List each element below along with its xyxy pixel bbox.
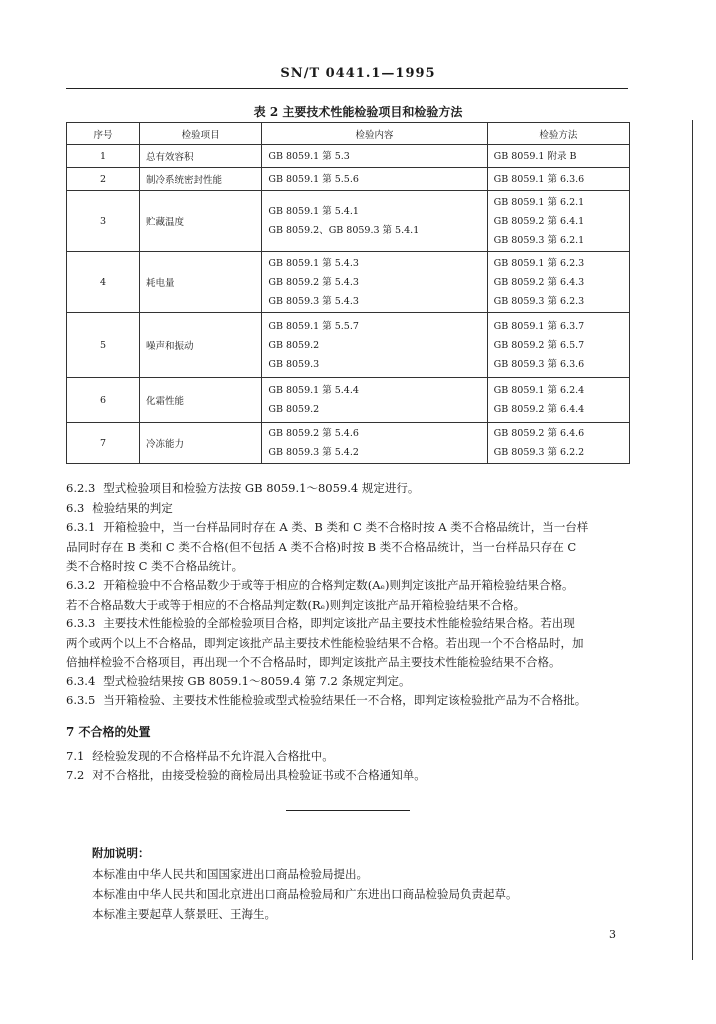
cell-line: GB 8059.1 第 5.5.6 (268, 173, 359, 185)
row-method (487, 191, 629, 252)
row-item: 总有效容积 (140, 145, 262, 168)
cell-line: GB 8059.3 第 6.2.3 (493, 295, 585, 307)
clause-number: 7.1 (66, 749, 85, 763)
clause-7-2 (66, 766, 631, 786)
col-header-item: 检验项目 (140, 123, 262, 145)
row-no: 4 (67, 252, 140, 313)
row-content (262, 145, 487, 168)
clause-line: 类不合格时按 C 类不合格品统计。 (66, 559, 244, 573)
clause-line: 倍抽样检验不合格项目，再出现一个不合格品时，即判定该批产品主要技术性能检验结果不合格。 (66, 655, 561, 669)
table-header-row (67, 123, 630, 145)
cell-line: GB 8059.1 第 6.3.7 (493, 320, 585, 332)
scan-edge-line (692, 120, 693, 960)
cell-line: GB 8059.2 第 6.4.3 (493, 276, 585, 288)
clause-6-3 (66, 499, 631, 519)
table-row (67, 313, 630, 378)
row-item: 耗电量 (140, 252, 262, 313)
cell-line: GB 8059.3 (268, 358, 320, 370)
row-no: 6 (67, 378, 140, 423)
clause-line: 两个或两个以上不合格品，即判定该批产品主要技术性能检验结果不合格。若出现一个不合格品时，加 (66, 635, 584, 650)
row-no: 5 (67, 313, 140, 378)
row-content (262, 191, 487, 252)
clause-line (66, 576, 631, 596)
row-method (487, 145, 629, 168)
note-line: 本标准由中华人民共和国北京进出口商品检验局和广东进出口商品检验局负责起草。 (92, 887, 518, 901)
cell-line: GB 8059.2 第 5.4.3 (268, 276, 359, 288)
clause-text: 主要技术性能检验的全部检验项目合格，即判定该批产品主要技术性能检验结果合格。若出现 (103, 616, 575, 630)
cell-line: GB 8059.1 第 6.3.6 (493, 173, 585, 185)
table-row (67, 252, 630, 313)
cell-line: GB 8059.1 第 6.2.4 (493, 385, 585, 396)
cell-line: GB 8059.1 附录 B (493, 150, 577, 162)
clause-text: 当开箱检验、主要技术性能检验或型式检验结果任一不合格，即判定该检验批产品为不合格批。 (103, 693, 587, 707)
cell-line: GB 8059.2 第 6.4.1 (493, 215, 585, 227)
col-header-method: 检验方法 (487, 123, 629, 145)
table-row (67, 191, 630, 252)
cell-line: GB 8059.1 第 5.5.7 (268, 320, 359, 332)
clause-6-2-3 (66, 479, 631, 499)
clause-text: 型式检验结果按 GB 8059.1～8059.4 第 7.2 条规定判定。 (103, 674, 411, 688)
header-rule (66, 88, 628, 89)
clause-number: 6.3 (66, 501, 85, 515)
row-no: 2 (67, 168, 140, 191)
cell-line: GB 8059.2 (268, 339, 320, 351)
cell-line: GB 8059.3 第 6.2.1 (493, 234, 585, 246)
table-row (67, 423, 630, 464)
cell-line: GB 8059.3 第 5.4.3 (268, 295, 359, 307)
inspection-items-table (66, 122, 630, 464)
clause-line (66, 614, 631, 634)
clause-line: 若不合格品数大于或等于相应的不合格品判定数(Rₑ)则判定该批产品开箱检验结果不合格。 (66, 597, 526, 612)
clause-number: 6.3.5 (66, 693, 96, 707)
clause-text: 开箱检验中，当一台样品同时存在 A 类、B 类和 C 类不合格时按 A 类不合格品统计，当一台样 (103, 520, 589, 534)
clause-number: 6.3.3 (66, 616, 96, 630)
row-method (487, 378, 629, 423)
clause-line (66, 518, 631, 538)
clause-text: 对不合格批，由接受检验的商检局出具检验证书或不合格通知单。 (92, 768, 426, 782)
row-item: 制冷系统密封性能 (140, 168, 262, 191)
clause-text: 开箱检验中不合格品数少于或等于相应的合格判定数(Aₑ)则判定该批产品开箱检验结果合格。 (103, 578, 574, 592)
cell-line: GB 8059.1 第 5.4.1 (268, 206, 359, 217)
cell-line: GB 8059.2 第 6.4.6 (493, 428, 585, 439)
standard-code-header: SN/T 0441.1—1995 (280, 66, 436, 81)
clause-6-3-5 (66, 691, 631, 711)
cell-line: GB 8059.3 第 5.4.2 (268, 447, 359, 458)
cell-line: GB 8059.2 (268, 404, 320, 415)
row-method (487, 423, 629, 464)
table-row (67, 378, 630, 423)
col-header-content: 检验内容 (262, 123, 487, 145)
cell-line: GB 8059.1 第 5.4.4 (268, 385, 359, 396)
clause-number: 6.3.2 (66, 578, 96, 592)
clause-text: 型式检验项目和检验方法按 GB 8059.1～8059.4 规定进行。 (103, 481, 420, 495)
row-item: 贮藏温度 (140, 191, 262, 252)
note-line: 本标准主要起草人蔡景旺、王海生。 (92, 907, 276, 921)
row-content (262, 423, 487, 464)
clause-text: 检验结果的判定 (92, 501, 173, 515)
row-content (262, 378, 487, 423)
row-content (262, 252, 487, 313)
clause-7-1 (66, 747, 631, 767)
cell-line: GB 8059.1 第 5.4.3 (268, 257, 359, 269)
notes-title: 附加说明： (92, 846, 150, 860)
row-item: 冷冻能力 (140, 423, 262, 464)
row-content (262, 168, 487, 191)
clause-6-3-2 (66, 576, 631, 615)
row-no: 3 (67, 191, 140, 252)
end-rule (286, 810, 410, 811)
cell-line: GB 8059.1 第 5.3 (268, 150, 350, 162)
table-row (67, 168, 630, 191)
clause-6-3-4 (66, 672, 631, 692)
row-content (262, 313, 487, 378)
clause-6-3-1 (66, 518, 631, 577)
clause-text: 经检验发现的不合格样品不允许混入合格批中。 (92, 749, 334, 763)
clause-number: 6.2.3 (66, 481, 96, 495)
cell-line: GB 8059.2、GB 8059.3 第 5.4.1 (268, 225, 420, 236)
cell-line: GB 8059.1 第 6.2.1 (493, 196, 585, 208)
clause-number: 6.3.1 (66, 520, 96, 534)
row-method (487, 168, 629, 191)
table-caption: 表 2 主要技术性能检验项目和检验方法 (253, 105, 463, 119)
clause-line: 品同时存在 B 类和 C 类不合格(但不包括 A 类不合格)时按 B 类不合格品统计，当一台样品只存在 C (66, 539, 577, 554)
cell-line: GB 8059.3 第 6.2.2 (493, 447, 585, 458)
cell-line: GB 8059.2 第 5.4.6 (268, 428, 359, 439)
row-no: 1 (67, 145, 140, 168)
cell-line: GB 8059.1 第 6.2.3 (493, 257, 585, 269)
clause-6-3-3 (66, 614, 631, 673)
cell-line: GB 8059.2 第 6.4.4 (493, 404, 585, 415)
page-number: 3 (609, 928, 616, 941)
row-no: 7 (67, 423, 140, 464)
clause-number: 7.2 (66, 768, 85, 782)
col-header-no: 序号 (67, 123, 140, 145)
section-7-heading: 7 不合格的处置 (66, 725, 151, 739)
table-row (67, 145, 630, 168)
row-item: 化霜性能 (140, 378, 262, 423)
note-line: 本标准由中华人民共和国国家进出口商品检验局提出。 (92, 867, 368, 881)
row-item: 噪声和振动 (140, 313, 262, 378)
row-method (487, 313, 629, 378)
cell-line: GB 8059.2 第 6.5.7 (493, 339, 585, 351)
clause-number: 6.3.4 (66, 674, 96, 688)
cell-line: GB 8059.3 第 6.3.6 (493, 358, 585, 370)
row-method (487, 252, 629, 313)
